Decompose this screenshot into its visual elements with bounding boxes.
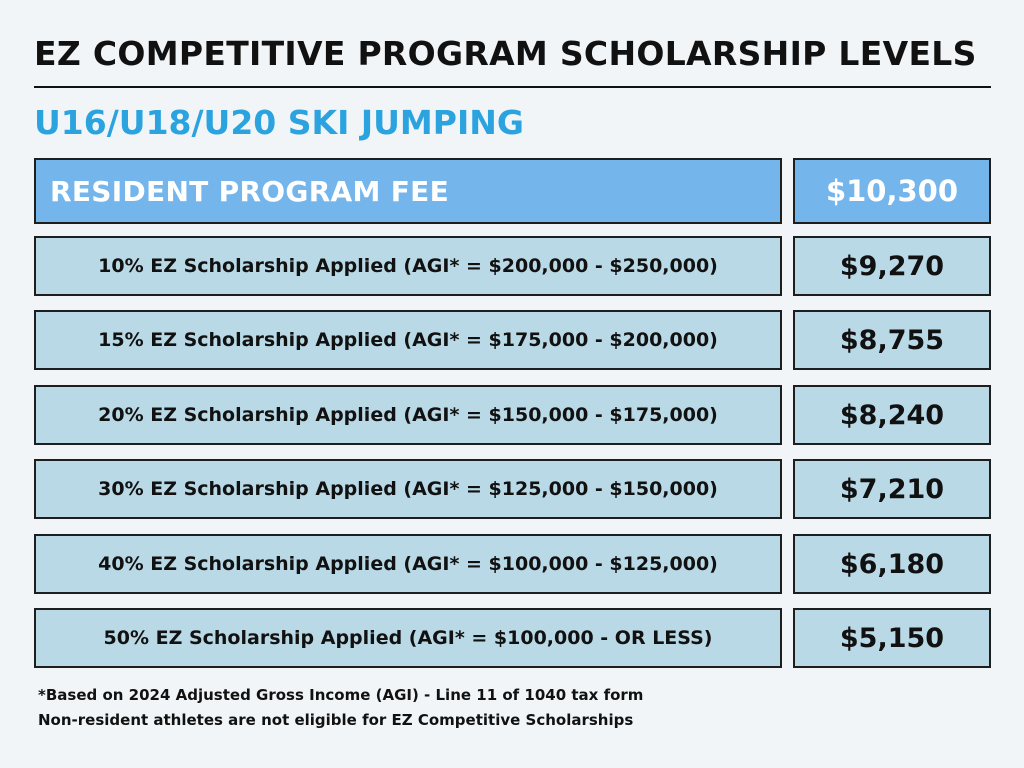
scholarship-row-20 [34, 385, 991, 449]
scholarship-label: 30% EZ Scholarship Applied (AGI* = $125,000 - $150,000) [34, 459, 782, 519]
scholarship-price: $8,755 [793, 310, 991, 370]
scholarship-label: 50% EZ Scholarship Applied (AGI* = $100,000 - OR LESS) [34, 608, 782, 668]
scholarship-label: 15% EZ Scholarship Applied (AGI* = $175,000 - $200,000) [34, 310, 782, 370]
title-divider [34, 86, 991, 88]
scholarship-row-10 [34, 236, 991, 300]
scholarship-row-50 [34, 608, 991, 672]
scholarship-price: $9,270 [793, 236, 991, 296]
scholarship-price: $8,240 [793, 385, 991, 445]
fee-header-price: $10,300 [793, 158, 991, 224]
agi-footnote: *Based on 2024 Adjusted Gross Income (AGI) - Line 11 of 1040 tax form [38, 686, 644, 704]
scholarship-row-15 [34, 310, 991, 374]
fee-header-row [34, 158, 991, 222]
program-subtitle: U16/U18/U20 SKI JUMPING [34, 103, 524, 142]
scholarship-price: $7,210 [793, 459, 991, 519]
scholarship-label: 10% EZ Scholarship Applied (AGI* = $200,000 - $250,000) [34, 236, 782, 296]
scholarship-row-30 [34, 459, 991, 523]
scholarship-label: 20% EZ Scholarship Applied (AGI* = $150,000 - $175,000) [34, 385, 782, 445]
scholarship-row-40 [34, 534, 991, 598]
fee-header-label: RESIDENT PROGRAM FEE [34, 158, 782, 224]
scholarship-price: $5,150 [793, 608, 991, 668]
scholarship-label: 40% EZ Scholarship Applied (AGI* = $100,000 - $125,000) [34, 534, 782, 594]
page-title: EZ COMPETITIVE PROGRAM SCHOLARSHIP LEVELS [34, 34, 977, 73]
scholarship-price: $6,180 [793, 534, 991, 594]
eligibility-footnote: Non-resident athletes are not eligible for EZ Competitive Scholarships [38, 711, 634, 729]
